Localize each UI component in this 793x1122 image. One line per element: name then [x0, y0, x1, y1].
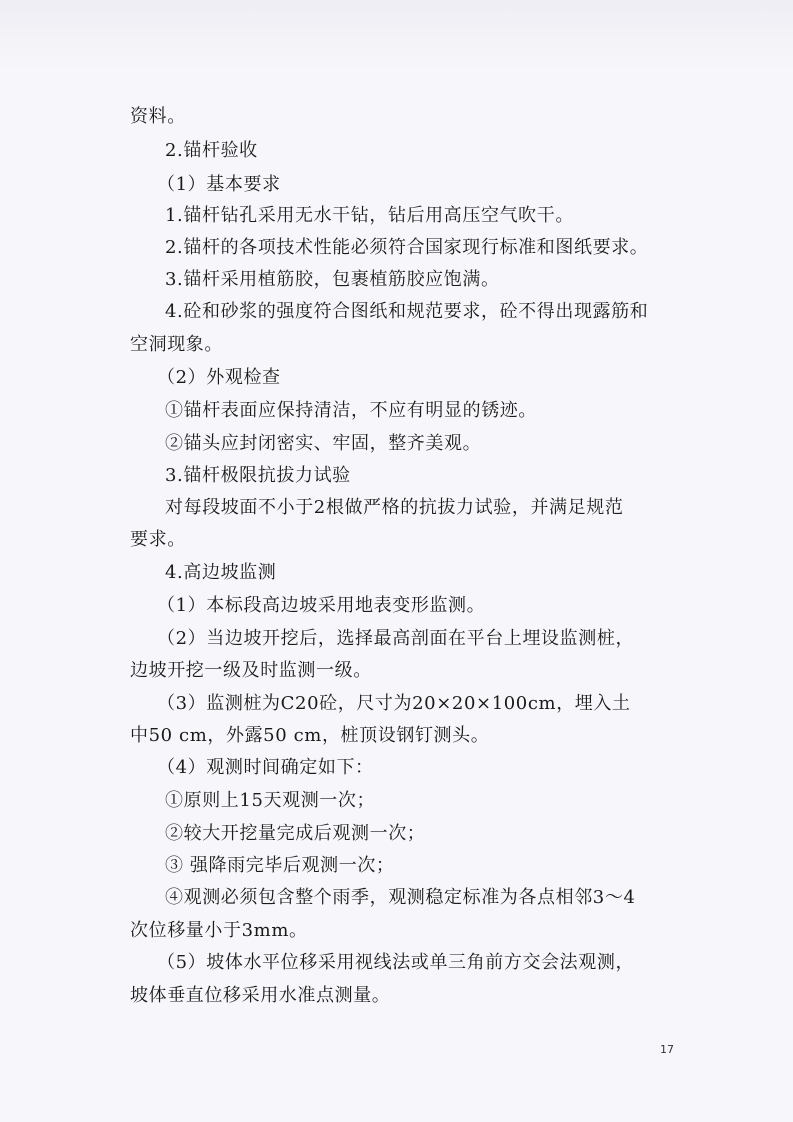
- list-item: 2.锚杆的各项技术性能必须符合国家现行标准和图纸要求。: [165, 237, 649, 258]
- text-line: 中50 cm，外露50 cm，桩顶设钢钉测头。: [130, 725, 490, 746]
- text-line: 要求。: [130, 529, 186, 550]
- text-line: 空洞现象。: [130, 334, 223, 355]
- subsection-heading: （1）基本要求: [157, 174, 281, 195]
- text-line: 坡体垂直位移采用水准点测量。: [130, 985, 391, 1006]
- list-item: （4）观测时间确定如下：: [157, 757, 374, 778]
- list-item: 3.锚杆采用植筋胶，包裹植筋胶应饱满。: [165, 269, 500, 290]
- list-item: ①原则上15天观测一次；: [165, 790, 376, 811]
- section-heading: 3.锚杆极限抗拔力试验: [165, 465, 351, 486]
- section-heading: 2.锚杆验收: [165, 140, 258, 161]
- list-item: 1.锚杆钻孔采用无水干钻，钻后用高压空气吹干。: [165, 205, 574, 226]
- list-item: 4.砼和砂浆的强度符合图纸和规范要求，砼不得出现露筋和: [165, 301, 649, 322]
- list-item: ④观测必须包含整个雨季，观测稳定标准为各点相邻3～4: [165, 887, 636, 908]
- list-item: ①锚杆表面应保持清洁，不应有明显的锈迹。: [165, 400, 537, 421]
- page-number: 17: [660, 1043, 674, 1056]
- list-item: （1）本标段高边坡采用地表变形监测。: [157, 595, 486, 616]
- section-heading: 4.高边坡监测: [165, 562, 277, 583]
- list-item: （5）坡体水平位移采用视线法或单三角前方交会法观测，: [157, 952, 635, 973]
- text-line: 边坡开挖一级及时监测一级。: [130, 660, 372, 681]
- list-item: （2）当边坡开挖后，选择最高剖面在平台上埋设监测桩，: [157, 628, 635, 649]
- list-item: ③ 强降雨完毕后观测一次；: [165, 855, 395, 876]
- text-line: 资料。: [130, 106, 186, 127]
- scan-shadow: [0, 0, 793, 70]
- subsection-heading: （2）外观检查: [157, 367, 281, 388]
- list-item: ②锚头应封闭密实、牢固，整齐美观。: [165, 433, 482, 454]
- list-item: （3）监测桩为C20砼，尺寸为20×20×100cm，埋入土: [157, 693, 631, 714]
- list-item: ②较大开挖量完成后观测一次；: [165, 823, 426, 844]
- paragraph-line: 对每段坡面不小于2根做严格的抗拔力试验，并满足规范: [165, 497, 624, 518]
- text-line: 次位移量小于3mm。: [130, 920, 308, 941]
